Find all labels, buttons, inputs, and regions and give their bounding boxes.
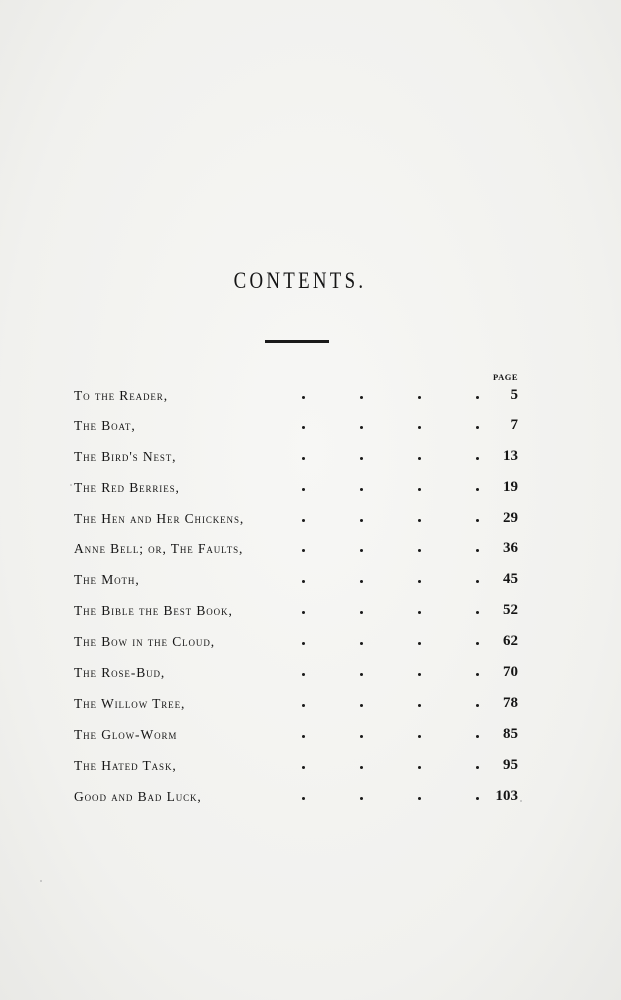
leader-dot (360, 673, 363, 676)
leader-dot (418, 704, 421, 707)
leader-dot (476, 426, 479, 429)
toc-entry (74, 632, 522, 654)
dot-leader (224, 787, 522, 809)
toc-entry (74, 570, 522, 592)
dot-leader (224, 539, 522, 561)
toc-entry-title: The Rose-Bud, (74, 665, 166, 680)
leader-dot (360, 704, 363, 707)
toc-entry (74, 447, 522, 469)
leader-dot (302, 673, 305, 676)
dot-leader (224, 478, 522, 500)
toc-entry-title: The Bow in the Cloud, (74, 634, 216, 649)
dot-leader (224, 632, 522, 654)
leader-dot (476, 580, 479, 583)
leader-dot (360, 519, 363, 522)
toc-entry-page: 19 (503, 479, 518, 495)
toc-entry-title: The Willow Tree, (74, 696, 186, 711)
leader-dot (360, 642, 363, 645)
leader-dot (418, 766, 421, 769)
leader-dot (476, 642, 479, 645)
leader-dot (360, 426, 363, 429)
leader-dot (302, 766, 305, 769)
leader-dot (476, 457, 479, 460)
leader-dot (418, 735, 421, 738)
leader-dot (360, 766, 363, 769)
toc-entry-title: To the Reader, (74, 388, 168, 403)
leader-dot (360, 396, 363, 399)
dot-leader (224, 570, 522, 592)
leader-dot (360, 457, 363, 460)
leader-dot (476, 797, 479, 800)
toc-entry-page: 36 (503, 540, 518, 556)
dot-leader (224, 694, 522, 716)
leader-dot (418, 396, 421, 399)
leader-dot (418, 797, 421, 800)
toc-entry-title: The Bird's Nest, (74, 449, 177, 464)
toc-entry-page: 95 (503, 757, 518, 773)
leader-dot (476, 519, 479, 522)
leader-dot (476, 673, 479, 676)
leader-dot (476, 488, 479, 491)
leader-dot (302, 488, 305, 491)
leader-dot (476, 735, 479, 738)
toc-entry-page: 29 (503, 510, 518, 526)
leader-dot (302, 704, 305, 707)
toc-entry (74, 601, 522, 623)
toc-entry-page: 103 (495, 788, 518, 804)
leader-dot (418, 549, 421, 552)
leader-dot (476, 611, 479, 614)
toc-entry (74, 539, 522, 561)
toc-entry-page: 62 (503, 633, 518, 649)
dot-leader (224, 447, 522, 469)
leader-dot (418, 426, 421, 429)
leader-dot (302, 457, 305, 460)
dot-leader (224, 416, 522, 438)
dot-leader (224, 509, 522, 531)
leader-dot (302, 735, 305, 738)
toc-entry (74, 478, 522, 500)
leader-dot (360, 549, 363, 552)
toc-entry (74, 725, 522, 747)
toc-entry-page: 45 (503, 571, 518, 587)
toc-entry-page: 5 (510, 387, 518, 403)
leader-dot (360, 580, 363, 583)
paper-speck (70, 484, 72, 486)
toc-entry-page: 7 (510, 417, 518, 433)
leader-dot (476, 766, 479, 769)
leader-dot (302, 797, 305, 800)
leader-dot (476, 704, 479, 707)
leader-dot (418, 642, 421, 645)
leader-dot (360, 735, 363, 738)
toc-entry (74, 386, 522, 408)
leader-dot (302, 611, 305, 614)
page-column-label: PAGE (493, 372, 518, 382)
toc-entry (74, 416, 522, 438)
leader-dot (418, 580, 421, 583)
dot-leader (224, 663, 522, 685)
toc-entry-page: 13 (503, 448, 518, 464)
toc-entry-title: The Hen and Her Chickens, (74, 511, 245, 526)
toc-entry-page: 85 (503, 726, 518, 742)
toc-entry (74, 694, 522, 716)
leader-dot (302, 580, 305, 583)
toc-entry-title: The Hated Task, (74, 758, 177, 773)
leader-dot (418, 673, 421, 676)
contents-heading: CONTENTS. (233, 268, 367, 293)
toc-entry-title: The Glow-Worm (74, 727, 178, 742)
leader-dot (476, 396, 479, 399)
toc-entry-title: The Moth, (74, 572, 140, 587)
toc-entry-page: 70 (503, 664, 518, 680)
paper-speck (520, 800, 522, 802)
toc-entry (74, 787, 522, 809)
leader-dot (360, 797, 363, 800)
toc-entry (74, 663, 522, 685)
leader-dot (418, 457, 421, 460)
leader-dot (360, 611, 363, 614)
toc-entry-page: 78 (503, 695, 518, 711)
toc-entry-title: The Bible the Best Book, (74, 603, 233, 618)
toc-entry-page: 52 (503, 602, 518, 618)
toc-entry-title: The Red Berries, (74, 480, 180, 495)
leader-dot (302, 549, 305, 552)
leader-dot (302, 396, 305, 399)
toc-entry-title: Good and Bad Luck, (74, 789, 202, 804)
paper-speck (40, 880, 42, 882)
leader-dot (418, 611, 421, 614)
dot-leader (224, 725, 522, 747)
dot-leader (224, 756, 522, 778)
toc-entry (74, 756, 522, 778)
leader-dot (302, 642, 305, 645)
toc-entry-title: Anne Bell; or, The Faults, (74, 541, 244, 556)
leader-dot (476, 549, 479, 552)
leader-dot (302, 519, 305, 522)
leader-dot (418, 519, 421, 522)
toc-entry-title: The Boat, (74, 418, 136, 433)
dot-leader (224, 601, 522, 623)
leader-dot (302, 426, 305, 429)
leader-dot (418, 488, 421, 491)
leader-dot (360, 488, 363, 491)
dot-leader (224, 386, 522, 408)
toc-entry (74, 509, 522, 531)
